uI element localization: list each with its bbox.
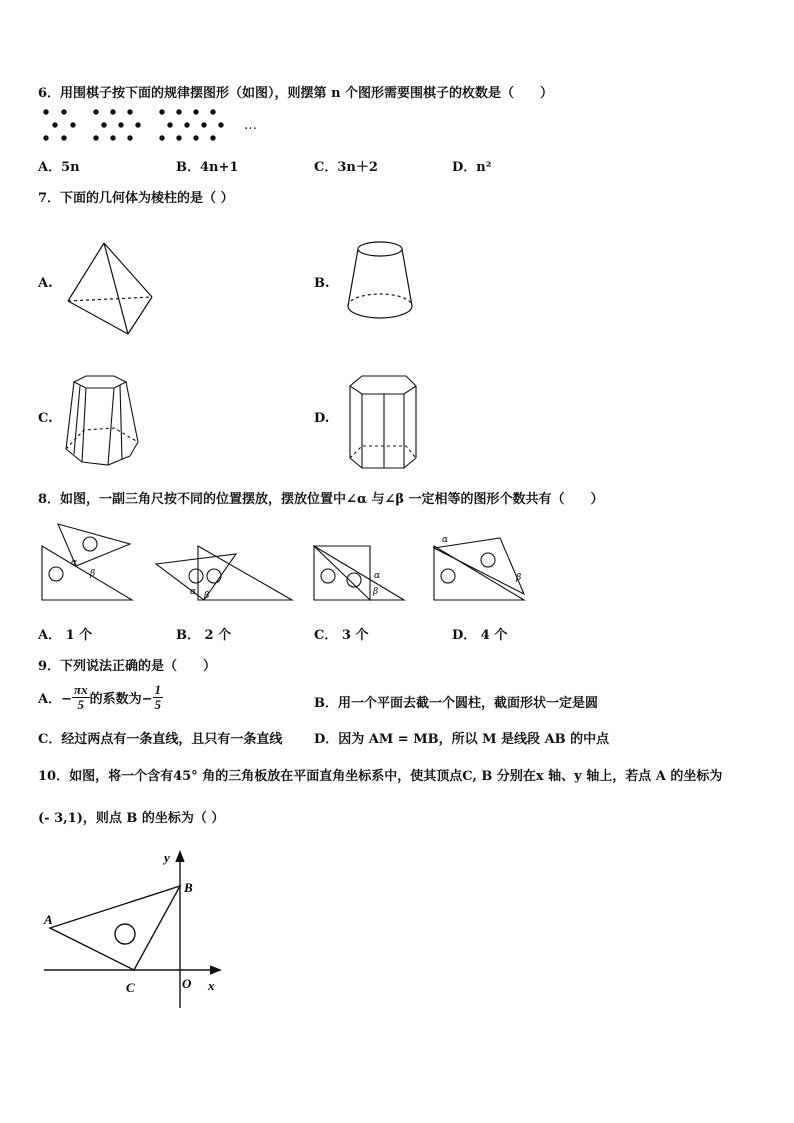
q8-figure-1 <box>38 518 138 602</box>
q7-label-d: D. <box>314 411 330 426</box>
q9-a-fraction-1: $\frac{\pi x}{5}$ <box>73 682 88 712</box>
q7-hexagonal-prism-figure <box>344 372 434 472</box>
q8-figure-2 <box>152 518 297 602</box>
q9-option-c: C．经过两点有一条直线，且只有一条直线 <box>38 732 283 747</box>
q7-hexagonal-frustum-figure <box>60 372 150 472</box>
q7-stem: 7．下面的几何体为棱柱的是（ ） <box>38 191 234 206</box>
q8-option-a: A． 1 个 <box>38 628 93 643</box>
q8-figure-3 <box>310 518 410 602</box>
q8-f3-alpha: α <box>374 571 381 581</box>
q6-option-a: A．5n <box>38 160 80 175</box>
q8-option-b: B． 2 个 <box>176 628 232 643</box>
q8-option-c: C． 3 个 <box>314 628 369 643</box>
q9-option-a <box>38 683 163 712</box>
q7-label-c: C. <box>38 411 53 426</box>
q7-frustum-figure <box>342 240 422 325</box>
q10-coordinate-figure <box>40 848 240 1018</box>
q9-option-b: B．用一个平面去截一个圆柱，截面形状一定是圆 <box>314 696 598 711</box>
q9-stem: 9．下列说法正确的是（ ） <box>38 659 217 674</box>
q7-label-a: A. <box>38 276 53 291</box>
q10-label-y: y <box>164 850 170 865</box>
q8-figure-4 <box>430 518 530 602</box>
q9-option-d: D．因为 AM = MB，所以 M 是线段 AB 的中点 <box>314 732 610 747</box>
q10-stem-line2: (- 3,1)，则点 B 的坐标为（ ） <box>38 811 225 826</box>
q9-a-prefix: A．− <box>38 692 72 707</box>
q8-option-d: D． 4 个 <box>452 628 508 643</box>
q9-a-mid: 的系数为− <box>89 692 153 707</box>
q10-label-b: B <box>184 880 193 895</box>
q6-option-c: C．3n＋2 <box>314 160 378 175</box>
q8-f4-alpha: α <box>442 535 449 545</box>
q6-ellipsis: … <box>244 118 257 133</box>
q8-f4-beta: β <box>516 573 522 583</box>
q8-stem: 8．如图，一副三角尺按不同的位置摆放，摆放位置中∠α 与∠β 一定相等的图形个数共有（ ） <box>38 492 604 507</box>
q6-stem: 6．用围棋子按下面的规律摆图形（如图），则摆第 n 个图形需要围棋子的枚数是（ ） <box>38 86 554 101</box>
q9-a-fraction-2: $\frac{1}{5}$ <box>154 682 161 712</box>
q6-go-stones-figure <box>40 106 270 146</box>
q8-f2-beta: β <box>204 591 210 601</box>
q8-f3-beta: β <box>373 587 379 597</box>
q10-label-c: C <box>126 980 135 995</box>
q6-option-b: B．4n+1 <box>176 160 239 175</box>
q10-stem-line1: 10．如图，将一个含有45° 角的三角板放在平面直角坐标系中，使其顶点C, B 分别在x 轴、y 轴上，若点 A 的坐标为 <box>38 769 723 784</box>
q7-tetrahedron-figure <box>60 238 160 338</box>
q7-label-b: B. <box>314 276 330 291</box>
q8-f1-alpha: α <box>71 558 78 568</box>
q8-f2-alpha: α <box>190 587 197 597</box>
q10-label-a: A <box>44 912 53 927</box>
q8-f1-beta: β <box>90 569 96 579</box>
q10-label-o: O <box>182 976 192 991</box>
q10-label-x: x <box>208 978 215 993</box>
q6-option-d: D．n² <box>452 160 492 175</box>
